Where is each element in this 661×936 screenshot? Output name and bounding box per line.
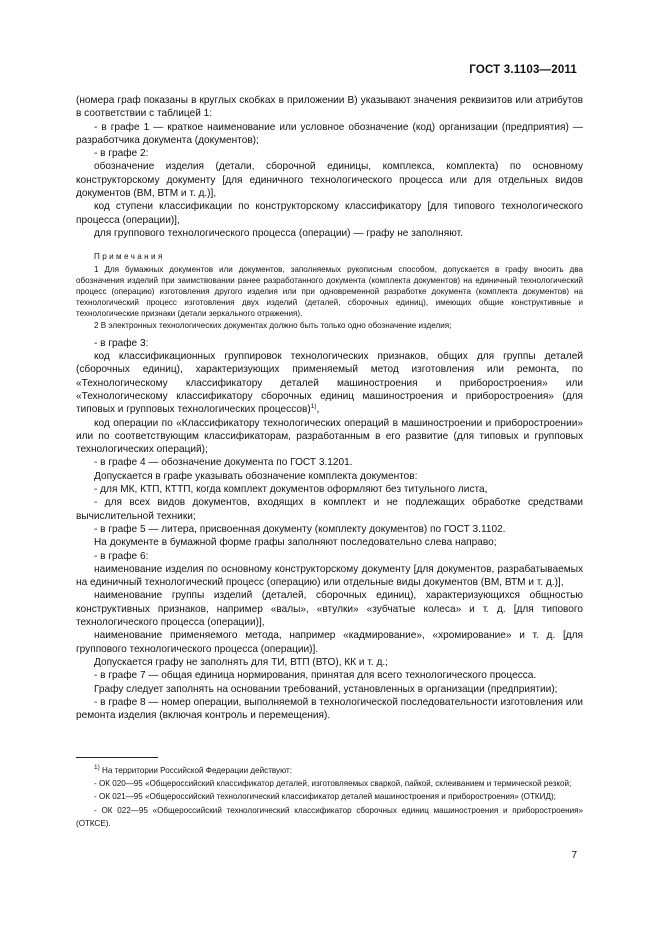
footnote-lead: [76, 764, 583, 777]
paragraph: обозначение изделия (детали, сборочной единицы, комплекса, комплекта) по основному конструкторскому документу [для единичного технологического процесса или для отдельных видов документов (ВМ, ВТМ и т. д.)],: [76, 161, 583, 200]
paragraph: - в графе 1 — краткое наименование или условное обозначение (код) организации (предприятия) — разработчика документа (документов);: [76, 121, 583, 146]
footnote-lead-text: На территории Российской Федерации действуют:: [102, 766, 292, 775]
paragraph: - в графе 4 — обозначение документа по ГОСТ 3.1201.: [94, 457, 353, 469]
paragraph: - в графе 7 — общая единица нормирования, принятая для всего технологического процесса.: [94, 670, 537, 682]
paragraph: - в графе 5 — литера, присвоенная документу (комплекту документов) по ГОСТ 3.1102.: [94, 523, 506, 535]
footnote-ref: 1): [310, 403, 317, 411]
paragraph: наименование группы изделий (деталей, сборочных единиц), характеризующихся общностью конструктивных признаков, например «валы», «втулки» «зубчатые колеса» и т. д. [для типового технологического процесса (операции)],: [76, 590, 583, 629]
paragraph: код операции по «Классификатору технологических операций в машиностроении и приборостроении» или по соответствующим классификаторам, разработанным в его развитие (для типовых и групповых технологических операций);: [76, 417, 583, 456]
document-code: ГОСТ 3.1103—2011: [469, 64, 577, 76]
paragraph: Допускается графу не заполнять для ТИ, ВТП (ВТО), КК и т. д.;: [94, 656, 388, 668]
paragraph: - в графе 3:: [94, 337, 149, 349]
paragraph: На документе в бумажной форме графы заполняют последовательно слева направо;: [94, 537, 497, 549]
footnote-mark: 1): [94, 764, 100, 771]
footnote-item: - ОК 020—95 «Общероссийский классификатор деталей, изготовляемых сваркой, пайкой, склеиванием и термической резкой;: [94, 779, 572, 789]
notes-title: Примечания: [94, 252, 165, 262]
note-item: 2 В электронных технологических документах должно быть только одно обозначение изделия;: [94, 320, 452, 330]
footnote-item: - ОК 022—95 «Общероссийский технологический классификатор сборочных единиц машиностроения и приборостроения» (ОТКСЕ).: [76, 805, 583, 828]
paragraph: наименование изделия по основному конструкторскому документу [для документов, разрабатываемых на единичный технологический процесс (операцию) или отдельные виды документов (ВМ, ВТМ и т. д.)],: [76, 563, 583, 589]
main-text: [76, 94, 583, 722]
paragraph: код ступени классификации по конструкторскому классификатору [для типового технологического процесса (операции)],: [76, 201, 583, 226]
paragraph: (номера граф показаны в круглых скобках в приложении В) указывают значения реквизитов или атрибутов в соответствии с таблицей 1:: [76, 95, 583, 120]
footnote-item: - ОК 021—95 «Общероссийский технологический классификатор деталей машиностроения и приборостроения» (ОТКИД);: [94, 792, 556, 802]
footnotes: [76, 764, 583, 830]
paragraph: - для МК, КТП, КТТП, когда комплект документов оформляют без титульного листа,: [94, 484, 488, 496]
paragraph-text: код классификационных группировок технологических признаков, общих для группы деталей (сборочных единиц), характеризующих применяемый метод изготовления или ремонта, по «Технологическому классификатору деталей машиностроения и приборостроения» или «Технологическому классификатору сборочных единиц машиностроения и приборостроения» (для типовых и групповых технологических процессов): [76, 351, 583, 416]
paragraph: для группового технологического процесса (операции) — графу не заполняют.: [94, 227, 463, 239]
paragraph: Допускается в графе указывать обозначение комплекта документов:: [94, 470, 418, 482]
footnote-divider: [76, 757, 158, 758]
paragraph: - в графе 8 — номер операции, выполняемой в технологической последовательности изготовления или ремонта изделия (включая контроль и перемещения).: [76, 696, 583, 722]
paragraph: - в графе 6:: [94, 550, 149, 562]
paragraph: - для всех видов документов, входящих в комплект и не подлежащих обработке средствами вычислительной техники;: [76, 497, 583, 522]
paragraph: - в графе 2:: [94, 148, 149, 160]
note-item: 1 Для бумажных документов или документов, заполняемых рукописным способом, допускается в графу вносить два обозначения изделий при заимствовании ранее разработанного документа (комплекта документов) на единичный технологический процесс (операцию) изготовления другого изделия или при одновременной разработке документа (комплекта документов) на технологический процесс изготовления двух изделий (деталей, сборочных единиц), имеющих общие конструктивные и технологические признаки (детали зеркального отражения).: [76, 264, 583, 319]
paragraph: Графу следует заполнять на основании требований, установленных в организации (предприятии);: [94, 683, 558, 695]
paragraph: наименование применяемого метода, например «кадмирование», «хромирование» и т. д. [для группового технологического процесса (операции)].: [76, 630, 583, 655]
paragraph: [76, 350, 583, 416]
page-number: 7: [571, 850, 577, 861]
paragraph-tail: ,: [316, 404, 320, 416]
